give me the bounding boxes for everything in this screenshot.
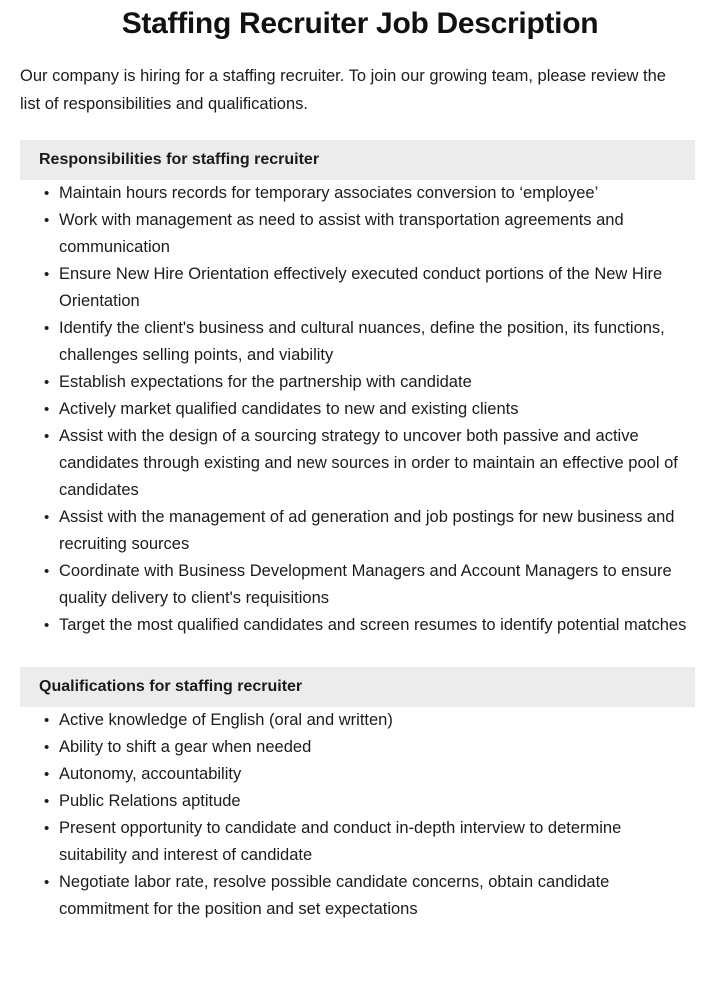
qualifications-heading: Qualifications for staffing recruiter	[20, 667, 695, 707]
list-item: • Maintain hours records for temporary associates conversion to ‘employee’	[20, 180, 700, 207]
list-item: • Present opportunity to candidate and conduct in-depth interview to determine suitability and interest of candidate	[20, 815, 700, 869]
list-item: • Autonomy, accountability	[20, 761, 700, 788]
list-item: • Ensure New Hire Orientation effectively executed conduct portions of the New Hire Orientation	[20, 261, 700, 315]
list-item: • Active knowledge of English (oral and written)	[20, 707, 700, 734]
list-item: • Coordinate with Business Development Managers and Account Managers to ensure quality delivery to client's requisitions	[20, 558, 700, 612]
intro-paragraph: Our company is hiring for a staffing recruiter. To join our growing team, please review the list of responsibilities and qualifications.	[20, 67, 666, 113]
list-item: • Negotiate labor rate, resolve possible candidate concerns, obtain candidate commitment for the position and set expectations	[20, 869, 700, 923]
qualifications-list	[20, 707, 700, 923]
responsibilities-section	[20, 140, 700, 639]
list-item: • Assist with the management of ad generation and job postings for new business and recruiting sources	[20, 504, 700, 558]
page-title: Staffing Recruiter Job Description	[121, 7, 599, 40]
list-item: • Target the most qualified candidates and screen resumes to identify potential matches	[20, 612, 700, 639]
list-item: • Assist with the design of a sourcing strategy to uncover both passive and active candidates through existing and new sources in order to maintain an effective pool of candidates	[20, 423, 700, 504]
responsibilities-list	[20, 180, 700, 639]
responsibilities-heading: Responsibilities for staffing recruiter	[20, 140, 695, 180]
list-item: • Work with management as need to assist with transportation agreements and communication	[20, 207, 700, 261]
qualifications-section	[20, 667, 700, 923]
list-item: • Public Relations aptitude	[20, 788, 700, 815]
list-item: • Establish expectations for the partnership with candidate	[20, 369, 700, 396]
list-item: • Actively market qualified candidates to new and existing clients	[20, 396, 700, 423]
list-item: • Ability to shift a gear when needed	[20, 734, 700, 761]
list-item: • Identify the client's business and cultural nuances, define the position, its functions, challenges selling points, and viability	[20, 315, 700, 369]
